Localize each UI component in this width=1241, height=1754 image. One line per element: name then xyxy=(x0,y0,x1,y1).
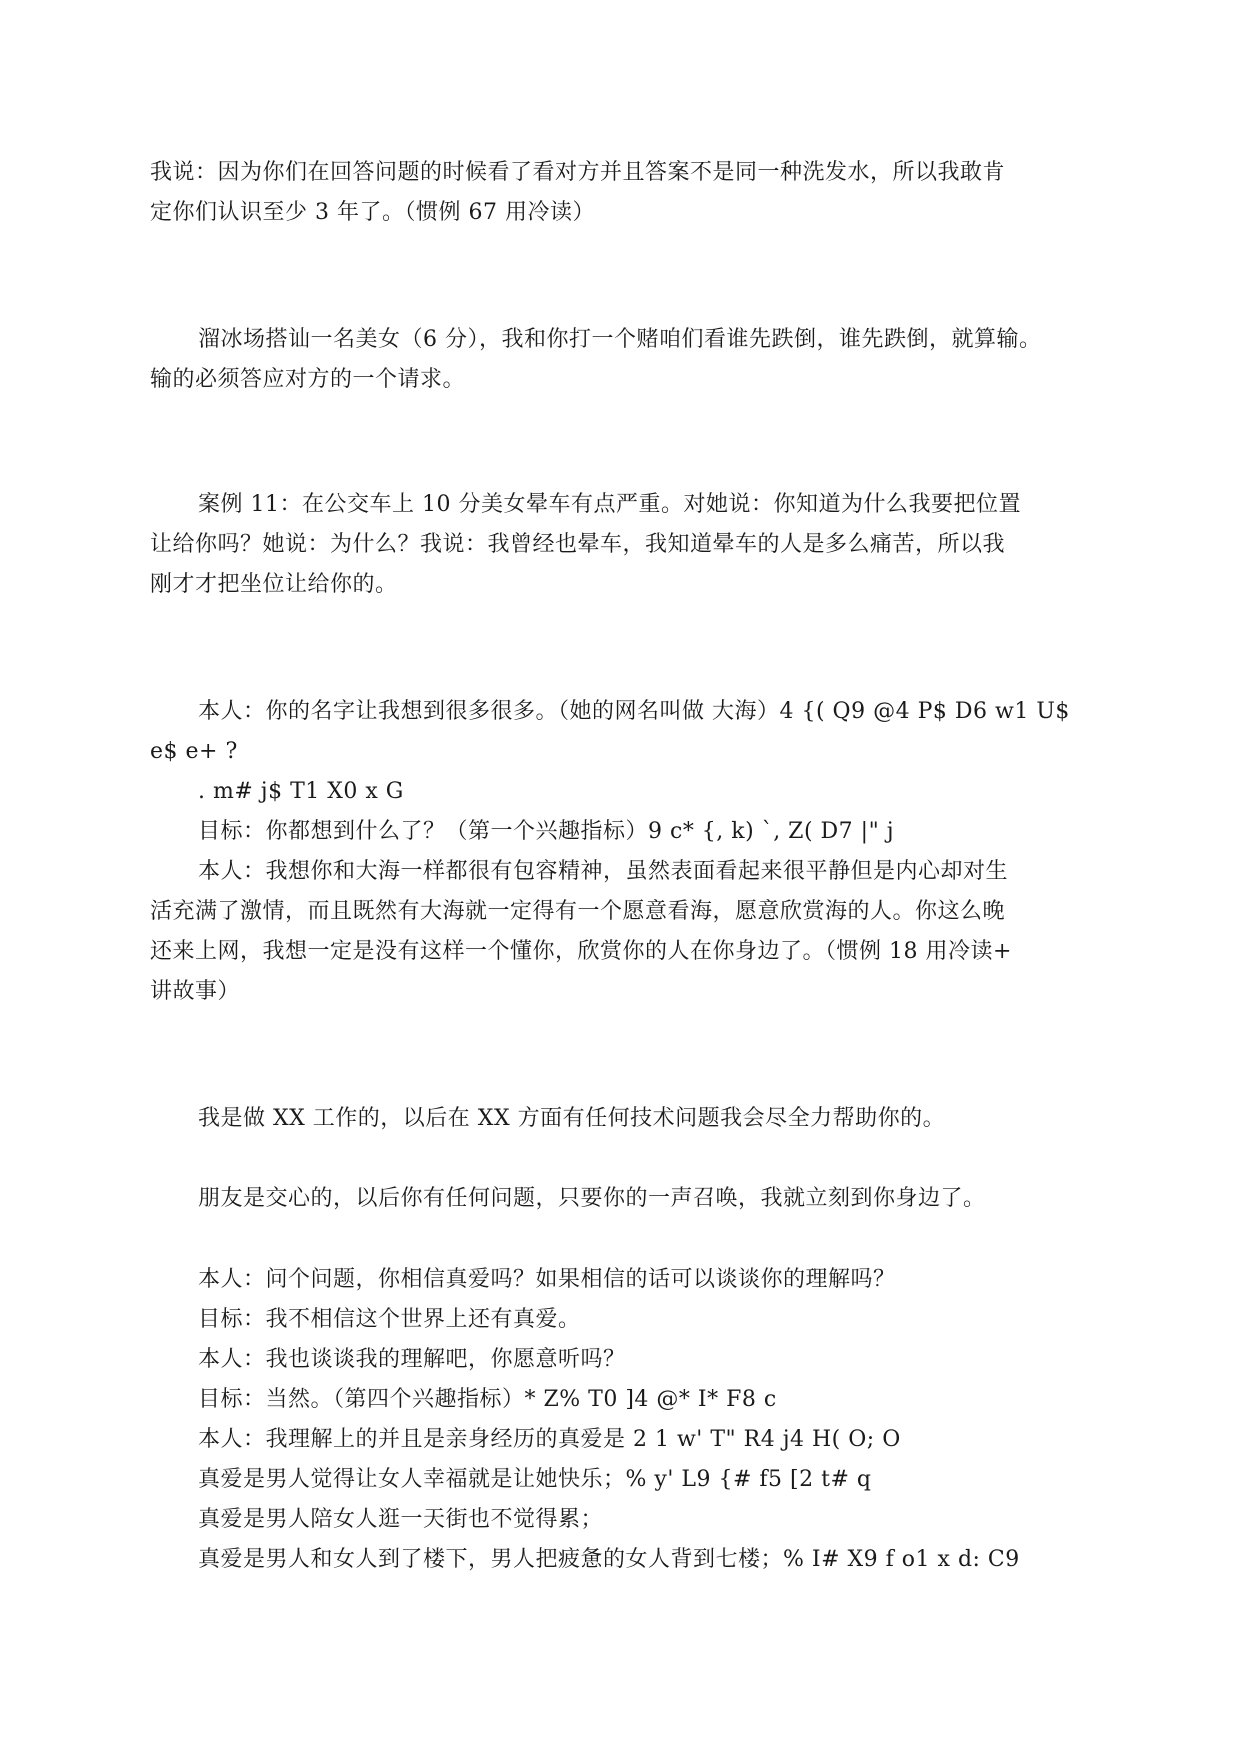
text-line: 本人：你的名字让我想到很多很多。（她的网名叫做 大海）4 {( Q9 @4 P$ D6 w1 U$ xyxy=(198,699,1070,724)
text-line: 输的必须答应对方的一个请求。 xyxy=(150,367,466,392)
text-line: 活充满了激情，而且既然有大海就一定得有一个愿意看海，愿意欣赏海的人。你这么晚 xyxy=(150,899,1006,924)
text-line: 本人：问个问题，你相信真爱吗？如果相信的话可以谈谈你的理解吗？ xyxy=(198,1267,896,1292)
text-line: 真爱是男人觉得让女人幸福就是让她快乐；% y' L9 {# f5 [2 t# q xyxy=(198,1467,872,1492)
text-line: e$ e+ ? xyxy=(150,739,238,764)
text-line: 目标：当然。（第四个兴趣指标）* Z% T0 ]4 @* I* F8 c xyxy=(198,1387,777,1412)
text-line: 溜冰场搭讪一名美女（6 分），我和你打一个赌咱们看谁先跌倒，谁先跌倒，就算输。 xyxy=(198,327,1042,352)
text-line: 还来上网，我想一定是没有这样一个懂你，欣赏你的人在你身边了。（惯例 18 用冷读+ xyxy=(150,939,1012,964)
text-line: 本人：我理解上的并且是亲身经历的真爱是 2 1 w' T" R4 j4 H( O; O xyxy=(198,1427,901,1452)
text-line: 真爱是男人陪女人逛一天街也不觉得累； xyxy=(198,1507,604,1532)
text-line: 本人：我也谈谈我的理解吧，你愿意听吗？ xyxy=(198,1347,626,1372)
text-line: 目标：我不相信这个世界上还有真爱。 xyxy=(198,1307,581,1332)
text-line: 讲故事） xyxy=(150,979,241,1004)
text-line: 本人：我想你和大海一样都很有包容精神，虽然表面看起来很平静但是内心却对生 xyxy=(198,859,1009,884)
text-line: 朋友是交心的，以后你有任何问题，只要你的一声召唤，我就立刻到你身边了。 xyxy=(198,1186,986,1211)
text-line: . m# j$ T1 X0 x G xyxy=(198,779,404,804)
text-line: 我说：因为你们在回答问题的时候看了看对方并且答案不是同一种洗发水，所以我敢肯 xyxy=(150,160,1006,185)
text-line: 我是做 XX 工作的，以后在 XX 方面有任何技术问题我会尽全力帮助你的。 xyxy=(198,1106,946,1131)
text-line: 真爱是男人和女人到了楼下，男人把疲惫的女人背到七楼；% I# X9 f o1 x d: C9 xyxy=(198,1547,1020,1572)
text-line: 刚才才把坐位让给你的。 xyxy=(150,572,398,597)
text-line: 让给你吗？她说：为什么？我说：我曾经也晕车，我知道晕车的人是多么痛苦，所以我 xyxy=(150,532,1006,557)
text-line: 案例 11：在公交车上 10 分美女晕车有点严重。对她说：你知道为什么我要把位置 xyxy=(198,492,1021,517)
text-line: 目标：你都想到什么了？（第一个兴趣指标）9 c* {, k) `, Z( D7 |" j xyxy=(198,819,895,844)
text-line: 定你们认识至少 3 年了。（惯例 67 用冷读） xyxy=(150,200,595,225)
